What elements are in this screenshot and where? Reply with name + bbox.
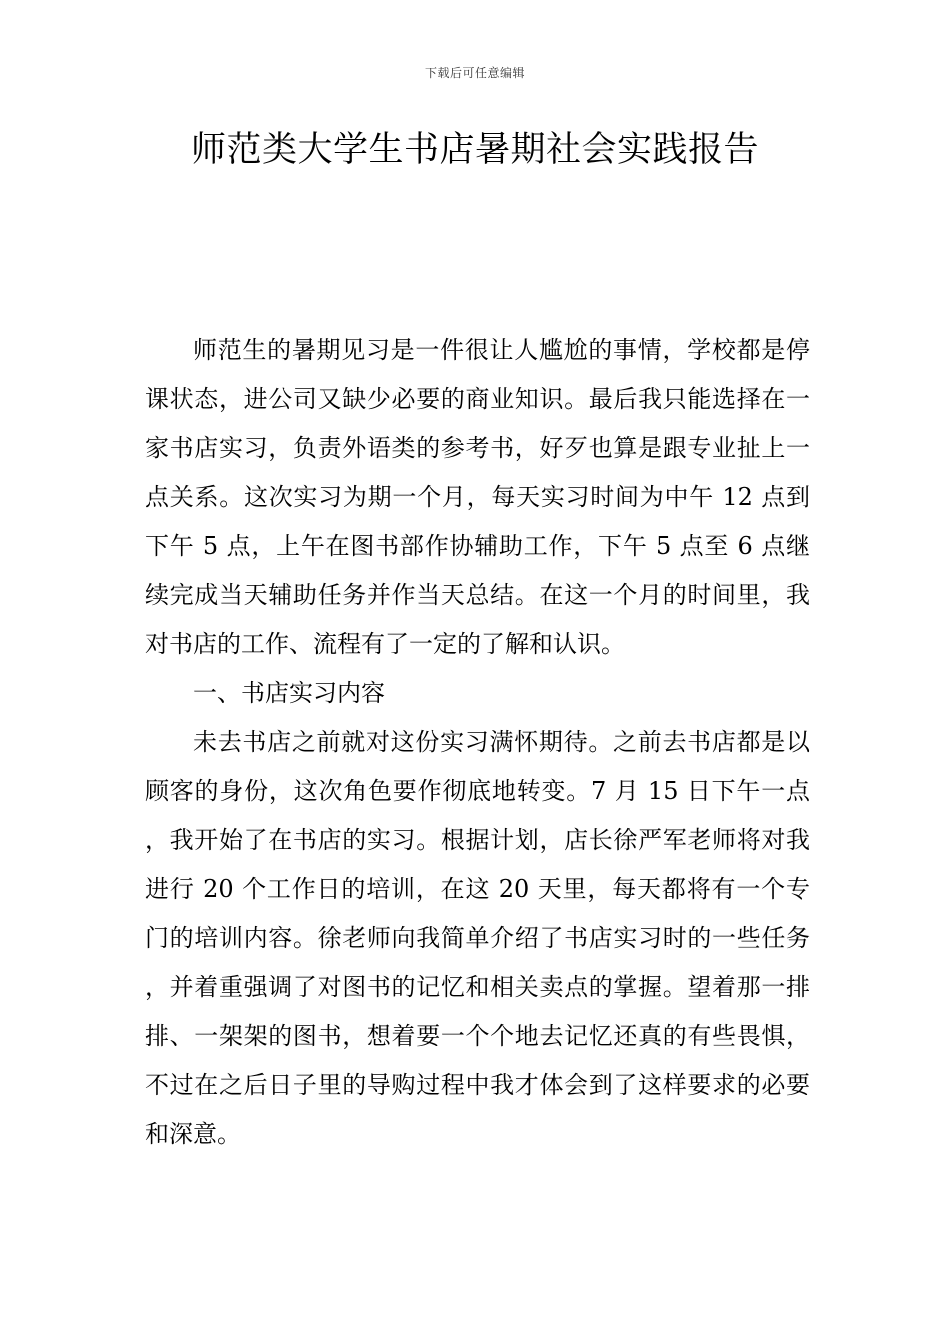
paragraph-content: 未去书店之前就对这份实习满怀期待。之前去书店都是以顾客的身份，这次角色要作彻底地转变。7 月 15 日下午一点，我开始了在书店的实习。根据计划，店长徐严军老师将对我进行 20 个工作日的培训，在这 20 天里，每天都将有一个专门的培训内容。徐老师向我简单介绍了书店实习时的一些任务，并着重强调了对图书的记忆和相关卖点的掌握。望着那一排排、一架架的图书，想着要一个个地去记忆还真的有些畏惧，不过在之后日子里的导购过程中我才体会到了这样要求的必要和深意。 xyxy=(145,728,810,1148)
paragraph-intro: 师范生的暑期见习是一件很让人尴尬的事情，学校都是停课状态，进公司又缺少必要的商业知识。最后我只能选择在一家书店实习，负责外语类的参考书，好歹也算是跟专业扯上一点关系。这次实习为期一个月，每天实习时间为中午 12 点到下午 5 点，上午在图书部作协辅助工作，下午 5 点至 6 点继续完成当天辅助任务并作当天总结。在这一个月的时间里，我对书店的工作、流程有了一定的了解和认识。 xyxy=(145,336,810,658)
header-note: 下载后可任意编辑 xyxy=(424,66,525,80)
document-title: 师范类大学生书店暑期社会实践报告 xyxy=(190,130,759,170)
document-body xyxy=(145,326,810,1159)
section-heading: 一、书店实习内容 xyxy=(193,679,385,707)
